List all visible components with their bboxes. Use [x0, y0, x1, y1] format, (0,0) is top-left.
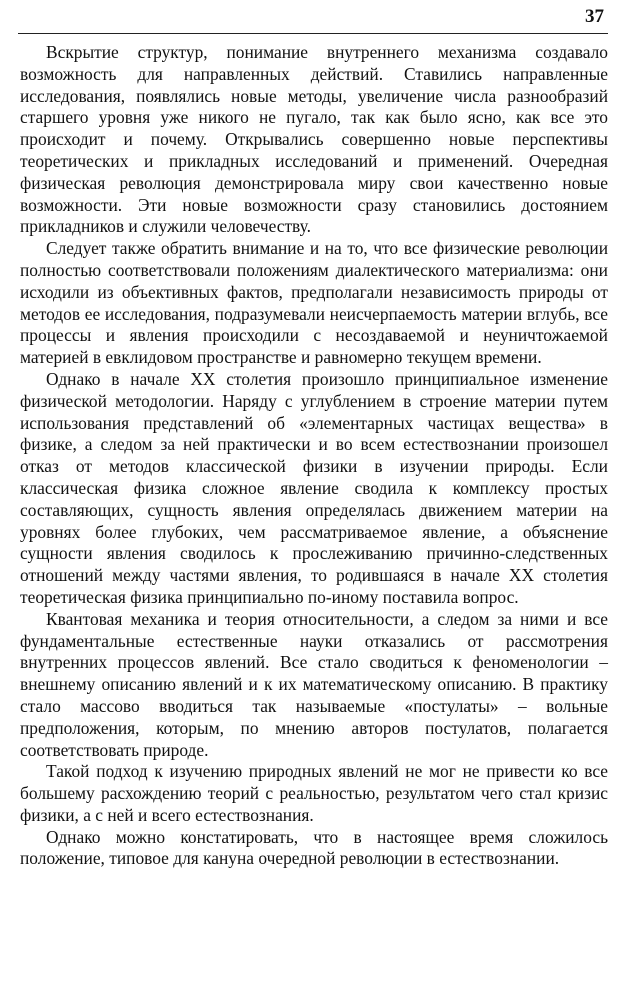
body-text	[20, 42, 608, 870]
paragraph-4: Квантовая механика и теория относительности, а следом за ними и все фундаментальные естественные науки отказались от рассмотрения внутренних процессов явлений. Все стало сводиться к феноменологии – внешнему описанию явлений и к их математическому описанию. В практику стало массово вводиться так называемые «постулаты» – вольные предположения, которым, по мнению авторов постулатов, полагается соответствовать природе.	[20, 608, 608, 760]
page-number: 37	[585, 6, 604, 27]
paragraph-2: Следует также обратить внимание и на то, что все физические революции полностью соответствовали положениям диалектического материализма: они исходили из объективных фактов, предполагали независимость природы от методов ее исследования, подразумевали неисчерпаемость материи вглубь, все процессы и явления происходили с несоздаваемой и неуничтожаемой материей в евклидовом пространстве и равномерно текущем времени.	[20, 238, 608, 368]
paragraph-5: Такой подход к изучению природных явлений не мог не привести ко все большему расхождению теорий с реальностью, результатом чего стал кризис физики, а с ней и всего естествознания.	[20, 761, 608, 825]
paragraph-6: Однако можно констатировать, что в настоящее время сложилось положение, типовое для кануна очередной революции в естествознании.	[20, 826, 608, 869]
paragraph-1: Вскрытие структур, понимание внутреннего механизма создавало возможность для направленных действий. Ставились направленные исследования, появлялись новые методы, увеличение числа разнообразий старшего уровня уже никого не пугало, так как было ясно, как все это происходит и почему. Открывались совершенно новые перспективы теоретических и прикладных исследований и применений. Очередная физическая революция демонстрировала миру свои качественно новые возможности. Эти новые возможности сразу становились достоянием прикладников и служили человечеству.	[20, 42, 608, 237]
header-rule	[18, 33, 608, 34]
paragraph-3: Однако в начале XX столетия произошло принципиальное изменение физической методологии. Наряду с углублением в строение материи путем использования представлений об «элементарных частицах вещества» в физике, а следом за ней практически и во всем естествознании произошел отказ от методов классической физики в изучении природы. Если классическая физика сложное явление сводила к комплексу простых составляющих, сущность явления определялась движением материи на уровнях более глубоких, чем рассматриваемое явление, а объяснение сущности явления сводилось к прослеживанию причинно-следственных отношений между частями явления, то родившаяся в начале XX столетия теоретическая физика принципиально по-иному поставила вопрос.	[20, 368, 608, 607]
